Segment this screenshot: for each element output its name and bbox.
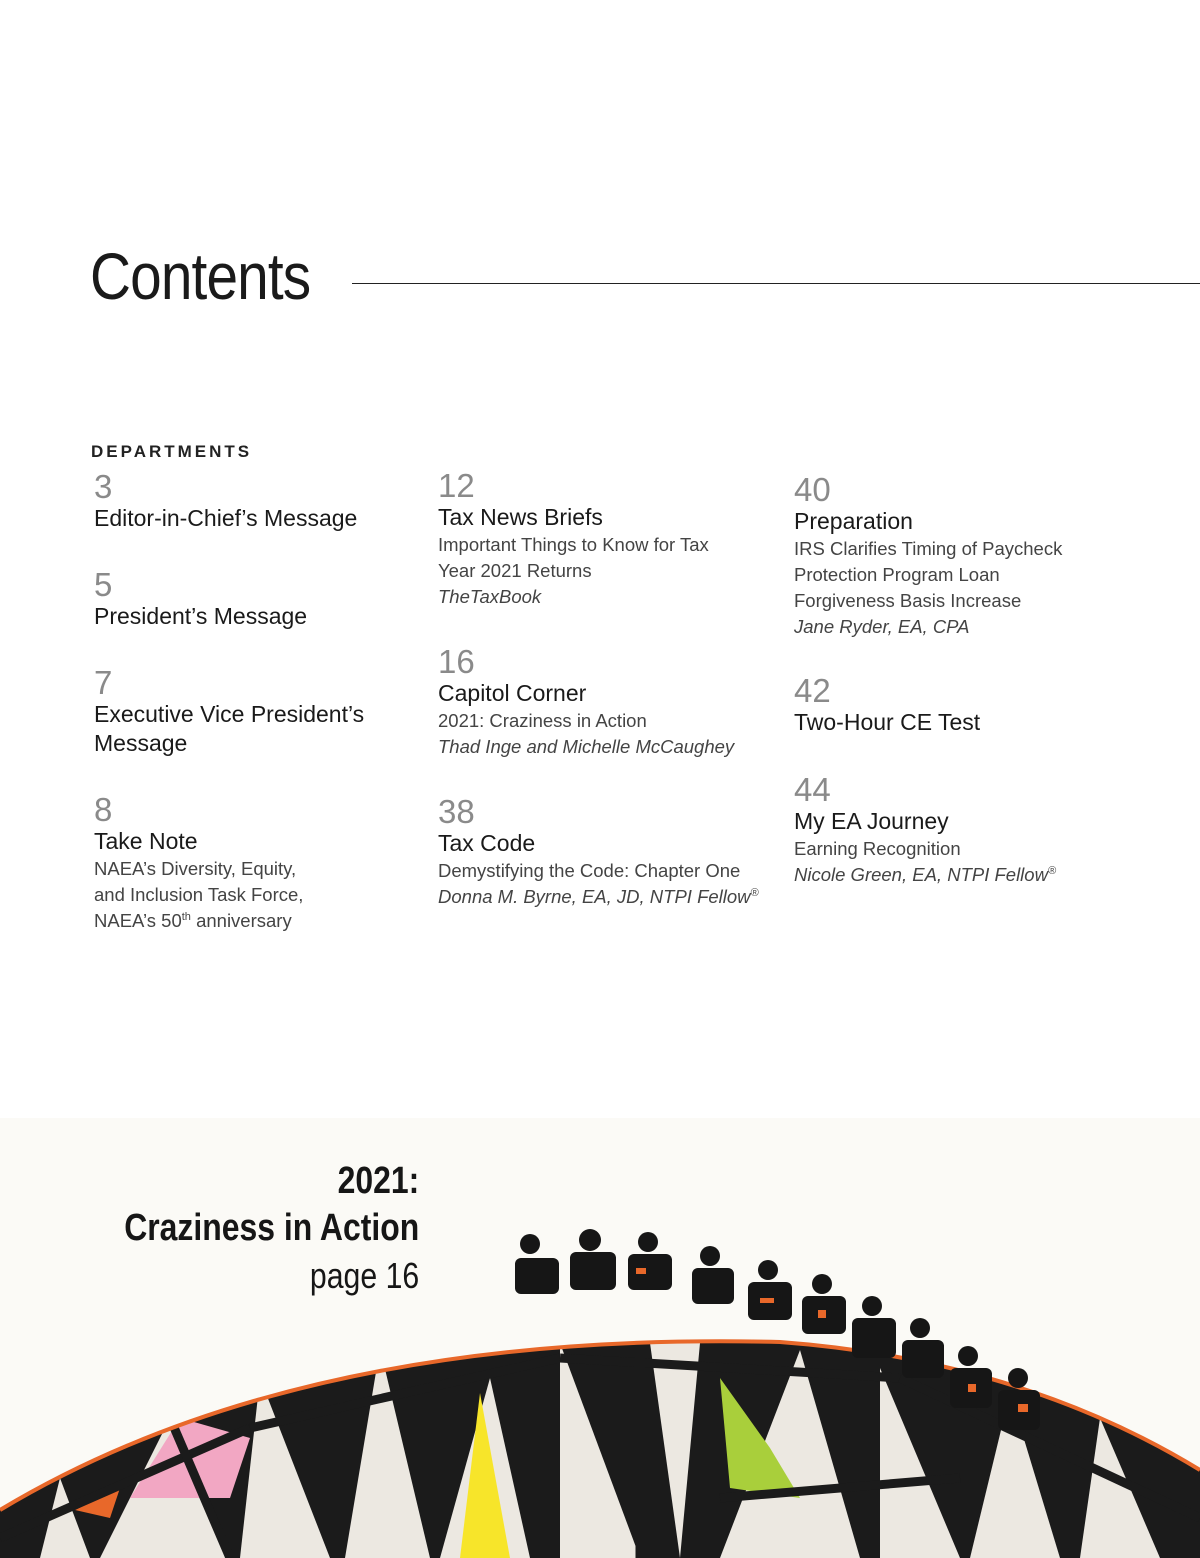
- toc-entry[interactable]: [794, 473, 1062, 640]
- toc-page-number: 16: [438, 643, 475, 680]
- toc-entry[interactable]: [94, 666, 364, 758]
- feature-callout[interactable]: [68, 1158, 419, 1300]
- toc-page-number: 44: [794, 771, 831, 808]
- toc-heading: Editor-in-Chief’s Message: [94, 505, 358, 531]
- toc-description: Forgiveness Basis Increase: [794, 590, 1022, 611]
- toc-page-number: 5: [94, 566, 113, 603]
- toc-page-number: 7: [94, 664, 113, 701]
- toc-heading: Take Note: [94, 828, 198, 854]
- toc-page-number: 38: [438, 793, 475, 830]
- toc-entry[interactable]: [438, 469, 709, 610]
- toc-author: Jane Ryder, EA, CPA: [794, 616, 970, 637]
- toc-author: Thad Inge and Michelle McCaughey: [438, 736, 735, 757]
- toc-heading: Tax Code: [438, 830, 536, 856]
- toc-description: Year 2021 Returns: [438, 560, 592, 581]
- toc-description: Demystifying the Code: Chapter One: [438, 860, 741, 881]
- title-rule: [352, 283, 1200, 284]
- toc-page-number: 42: [794, 672, 831, 709]
- toc-entry[interactable]: [94, 568, 307, 631]
- toc-page-number: 12: [438, 467, 475, 504]
- toc-heading: President’s Message: [94, 603, 308, 629]
- toc-heading: My EA Journey: [794, 808, 949, 834]
- toc-description: Important Things to Know for Tax: [438, 534, 709, 555]
- toc-description: IRS Clarifies Timing of Paycheck: [794, 538, 1063, 559]
- toc-author: Nicole Green, EA, NTPI Fellow®: [794, 864, 1057, 885]
- toc-author: Donna M. Byrne, EA, JD, NTPI Fellow®: [438, 886, 759, 907]
- toc-page-number: 3: [94, 468, 113, 505]
- toc-description: NAEA’s 50th anniversary: [94, 910, 292, 931]
- toc-heading: Capitol Corner: [438, 680, 587, 706]
- toc-entry[interactable]: [438, 645, 734, 760]
- feature-title: Craziness in Action: [123, 1207, 419, 1249]
- toc-entry[interactable]: [94, 470, 357, 533]
- toc-page-number: 8: [94, 791, 113, 828]
- toc-heading: Executive Vice President’s: [94, 701, 365, 727]
- toc-entry[interactable]: [94, 793, 303, 934]
- toc-page-number: 40: [794, 471, 831, 508]
- feature-page: page 16: [309, 1255, 419, 1296]
- toc-author: TheTaxBook: [438, 586, 542, 607]
- page-title: Contents: [90, 239, 311, 313]
- toc-description: NAEA’s Diversity, Equity,: [94, 858, 297, 879]
- toc-heading: Two-Hour CE Test: [794, 709, 981, 735]
- toc-description: Protection Program Loan: [794, 564, 1000, 585]
- toc-description: 2021: Craziness in Action: [438, 710, 647, 731]
- toc-entry[interactable]: [794, 674, 980, 737]
- toc-description: and Inclusion Task Force,: [94, 884, 304, 905]
- toc-heading: Preparation: [794, 508, 913, 534]
- toc-entry[interactable]: [794, 773, 1056, 888]
- toc-heading: Tax News Briefs: [438, 504, 603, 530]
- toc-description: Earning Recognition: [794, 838, 961, 859]
- section-label-departments: DEPARTMENTS: [91, 442, 253, 461]
- toc-entry[interactable]: [438, 795, 759, 910]
- feature-year: 2021:: [337, 1160, 419, 1202]
- toc-heading: Message: [94, 730, 188, 756]
